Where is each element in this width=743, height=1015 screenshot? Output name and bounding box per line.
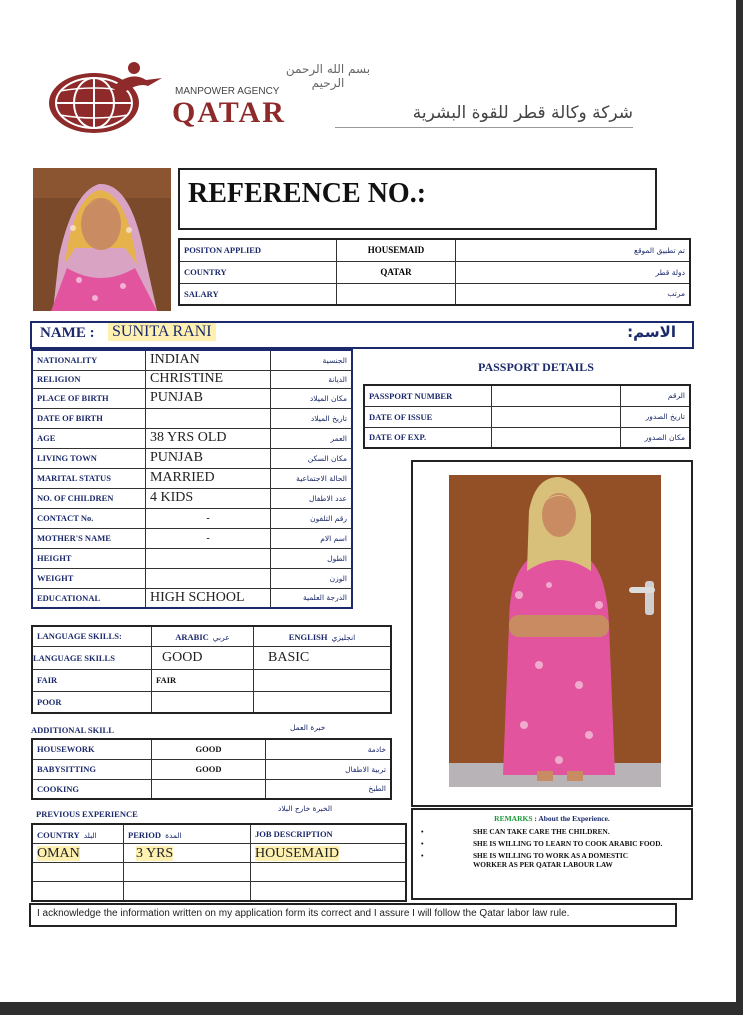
personal-value: 4 KIDS — [146, 488, 271, 508]
portrait-photo — [33, 168, 171, 311]
personal-value: INDIAN — [146, 350, 271, 370]
previous-experience-title: PREVIOUS EXPERIENCE — [36, 809, 138, 819]
exp-row-job: HOUSEMAID — [255, 846, 339, 861]
agency-name-small: MANPOWER AGENCY — [175, 86, 280, 97]
exp-row2-country — [32, 863, 124, 882]
personal-row — [32, 428, 352, 448]
housework-ar: خادمة — [266, 739, 392, 759]
personal-value: CHRISTINE — [146, 370, 271, 388]
language-header-label: LANGUAGE SKILLS: — [32, 626, 152, 646]
acknowledgement-text: I acknowledge the information written on my application form its correct and I assure I will follow the Qatar labor law rule. — [37, 908, 570, 919]
personal-label: NATIONALITY — [32, 350, 146, 370]
additional-skill-table — [31, 738, 392, 800]
exp-row2-job — [251, 863, 407, 882]
housework-label: HOUSEWORK — [32, 739, 152, 759]
personal-label: DATE OF BIRTH — [32, 408, 146, 428]
position-table — [178, 238, 691, 306]
personal-row — [32, 468, 352, 488]
language-arabic-value: GOOD — [152, 646, 254, 669]
personal-label: MOTHER'S NAME — [32, 528, 146, 548]
cooking-ar: الطبخ — [266, 779, 392, 799]
exp-header-period: PERIOD — [128, 830, 162, 840]
exp-row-period: 3 YRS — [136, 846, 174, 861]
name-bar — [30, 321, 694, 349]
header-rule — [335, 127, 633, 128]
language-fair-arabic: FAIR — [152, 669, 254, 691]
agency-name-arabic: شركة وكالة قطر للقوة البشرية — [412, 103, 633, 123]
globe-logo-icon — [42, 58, 167, 138]
language-skills-row-label: LANGUAGE SKILLS — [32, 646, 152, 669]
language-header-english: ENGLISH — [288, 632, 328, 643]
date-of-exp-value — [492, 427, 621, 448]
personal-label: LIVING TOWN — [32, 448, 146, 468]
country-value: QATAR — [337, 261, 456, 283]
exp-header-country: COUNTRY — [37, 830, 80, 840]
date-of-issue-label: DATE OF ISSUE — [364, 406, 492, 427]
personal-value: HIGH SCHOOL — [146, 588, 271, 608]
personal-row — [32, 370, 352, 388]
language-english-value: BASIC — [254, 646, 392, 669]
language-poor-arabic — [152, 691, 254, 713]
acknowledgement-box — [29, 903, 677, 927]
passport-number-ar: الرقم — [621, 385, 691, 406]
remark-item: • SHE IS WILLING TO WORK AS A DOMESTIC WORKER AS PER QATAR LABOUR LAW — [421, 851, 628, 869]
date-of-exp-label: DATE OF EXP. — [364, 427, 492, 448]
personal-label: RELIGION — [32, 370, 146, 388]
salary-value — [337, 283, 456, 305]
reference-box — [178, 168, 657, 230]
personal-row — [32, 408, 352, 428]
language-fair-english — [254, 669, 392, 691]
personal-label: MARITAL STATUS — [32, 468, 146, 488]
language-header-english-ar: انجليزي — [331, 633, 356, 643]
personal-label: HEIGHT — [32, 548, 146, 568]
personal-label: AGE — [32, 428, 146, 448]
personal-ar: تاريخ الميلاد — [271, 408, 353, 428]
experience-table — [31, 823, 407, 902]
exp-row3-country — [32, 882, 124, 901]
personal-value — [146, 408, 271, 428]
passport-title: PASSPORT DETAILS — [478, 360, 594, 374]
personal-ar: الحالة الاجتماعية — [271, 468, 353, 488]
personal-label: NO. OF CHILDREN — [32, 488, 146, 508]
personal-value: MARRIED — [146, 468, 271, 488]
additional-skill-title-ar: خبرة العمل — [290, 723, 326, 732]
salary-ar: مرتب — [456, 283, 691, 305]
remarks-title: REMARKS — [494, 814, 533, 823]
personal-row — [32, 350, 352, 370]
position-applied-ar: تم تطبيق الموقع — [456, 239, 691, 261]
personal-ar: الدرجة العلمية — [271, 588, 353, 608]
personal-value — [146, 568, 271, 588]
babysitting-value: GOOD — [152, 759, 266, 779]
personal-label: EDUCATIONAL — [32, 588, 146, 608]
personal-row — [32, 548, 352, 568]
babysitting-label: BABYSITTING — [32, 759, 152, 779]
personal-row — [32, 568, 352, 588]
cooking-value — [152, 779, 266, 799]
position-applied-value: HOUSEMAID — [337, 239, 456, 261]
personal-row — [32, 488, 352, 508]
personal-ar: الجنسية — [271, 350, 353, 370]
remarks-box — [411, 808, 693, 900]
personal-ar: اسم الام — [271, 528, 353, 548]
personal-row — [32, 508, 352, 528]
remarks-subtitle: : About the Experience. — [534, 814, 610, 823]
exp-header-period-ar: المدة — [165, 831, 182, 840]
personal-value: - — [146, 528, 271, 548]
personal-label: CONTACT No. — [32, 508, 146, 528]
exp-row-country: OMAN — [37, 846, 80, 861]
language-header-arabic-ar: عربي — [212, 633, 230, 643]
personal-table — [31, 349, 353, 609]
name-label: NAME : — [40, 325, 95, 341]
personal-value: PUNJAB — [146, 388, 271, 408]
personal-row — [32, 448, 352, 468]
agency-name-qatar: QATAR — [172, 96, 286, 129]
personal-ar: الديانة — [271, 370, 353, 388]
calligraphy-bismillah: بسم الله الرحمن الرحيم — [285, 62, 371, 90]
personal-ar: الوزن — [271, 568, 353, 588]
language-table — [31, 625, 392, 714]
exp-row3-period — [124, 882, 251, 901]
passport-table — [363, 384, 691, 449]
salary-label: SALARY — [179, 283, 337, 305]
remark-item: • SHE IS WILLING TO LEARN TO COOK ARABIC FOOD. — [421, 839, 663, 848]
language-fair-label: FAIR — [32, 669, 152, 691]
country-ar: دولة قطر — [456, 261, 691, 283]
reference-label: REFERENCE NO.: — [188, 178, 427, 209]
previous-experience-title-ar: الخبرة خارج البلاد — [278, 804, 333, 813]
name-value: SUNITA RANI — [108, 323, 216, 341]
cooking-label: COOKING — [32, 779, 152, 799]
language-poor-english — [254, 691, 392, 713]
personal-ar: العمر — [271, 428, 353, 448]
name-ar: :الاسم — [627, 323, 676, 341]
personal-row — [32, 388, 352, 408]
personal-label: PLACE OF BIRTH — [32, 388, 146, 408]
babysitting-ar: تربية الاطفال — [266, 759, 392, 779]
passport-number-label: PASSPORT NUMBER — [364, 385, 492, 406]
full-body-photo-frame — [411, 460, 693, 807]
exp-row2-period — [124, 863, 251, 882]
full-body-photo — [449, 475, 661, 787]
exp-row3-job — [251, 882, 407, 901]
personal-ar: رقم التلفون — [271, 508, 353, 528]
date-of-issue-ar: تاريخ الصدور — [621, 406, 691, 427]
personal-ar: عدد الاطفال — [271, 488, 353, 508]
language-header-arabic: ARABIC — [175, 632, 209, 643]
personal-row — [32, 588, 352, 608]
additional-skill-title: ADDITIONAL SKILL — [31, 725, 114, 735]
personal-ar: الطول — [271, 548, 353, 568]
passport-number-value — [492, 385, 621, 406]
personal-ar: مكان السكن — [271, 448, 353, 468]
position-applied-label: POSITON APPLIED — [179, 239, 337, 261]
language-poor-label: POOR — [32, 691, 152, 713]
exp-header-job: JOB DESCRIPTION — [251, 824, 407, 844]
personal-value: PUNJAB — [146, 448, 271, 468]
personal-ar: مكان الميلاد — [271, 388, 353, 408]
country-label: COUNTRY — [179, 261, 337, 283]
date-of-exp-ar: مكان الصدور — [621, 427, 691, 448]
personal-value: - — [146, 508, 271, 528]
personal-row — [32, 528, 352, 548]
remark-item: • SHE CAN TAKE CARE THE CHILDREN. — [421, 827, 610, 836]
personal-value — [146, 548, 271, 568]
housework-value: GOOD — [152, 739, 266, 759]
personal-label: WEIGHT — [32, 568, 146, 588]
exp-header-country-ar: البلد — [83, 831, 97, 840]
personal-value: 38 YRS OLD — [146, 428, 271, 448]
date-of-issue-value — [492, 406, 621, 427]
